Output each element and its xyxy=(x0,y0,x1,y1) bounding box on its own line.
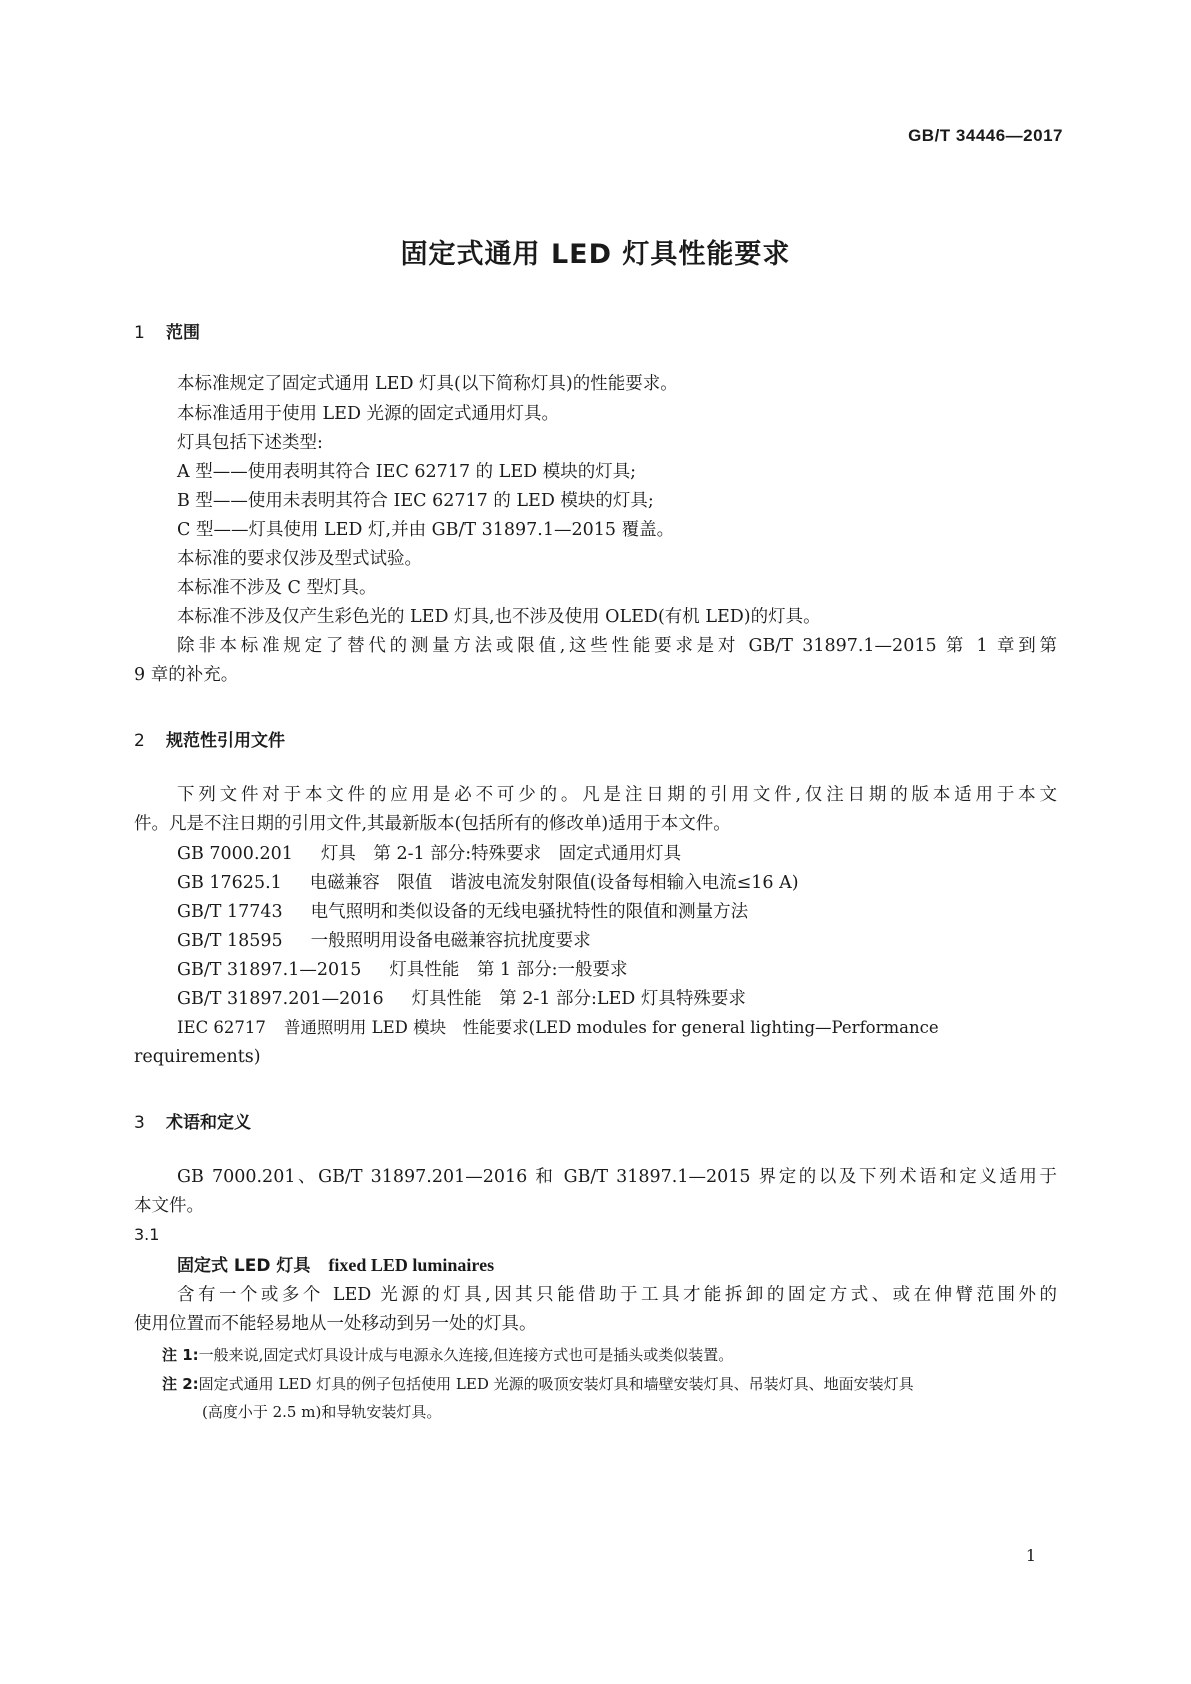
term-chinese: 固定式 LED 灯具 xyxy=(177,1256,311,1276)
reference-code: GB/T 31897.201—2016 xyxy=(177,989,384,1009)
reference-code: IEC 62717 xyxy=(177,1018,266,1037)
section-number: 1 xyxy=(134,323,145,343)
note-continuation: (高度小于 2.5 m)和导轨安装灯具。 xyxy=(202,1403,442,1421)
section-title: 范围 xyxy=(166,323,200,343)
reference-code: GB 7000.201 xyxy=(177,844,293,864)
document-title: 固定式通用 LED 灯具性能要求 xyxy=(400,239,791,270)
paragraph-line: B 型——使用未表明其符合 IEC 62717 的 LED 模块的灯具; xyxy=(177,491,654,511)
paragraph-line: 除非本标准规定了替代的测量方法或限值,这些性能要求是对 GB/T 31897.1—2015 第 1 章到第 xyxy=(177,636,1057,656)
reference-title: 灯具性能 第 1 部分:一般要求 xyxy=(389,960,628,980)
reference-continuation: requirements) xyxy=(134,1047,261,1067)
paragraph-line: 件。凡是不注日期的引用文件,其最新版本(包括所有的修改单)适用于本文件。 xyxy=(134,814,731,834)
definition-line: 含有一个或多个 LED 光源的灯具,因其只能借助于工具才能拆卸的固定方式、或在伸臂范围外的 xyxy=(177,1285,1057,1305)
reference-code: GB 17625.1 xyxy=(177,873,282,893)
reference-item xyxy=(177,929,591,953)
section-title: 规范性引用文件 xyxy=(166,731,285,751)
reference-code: GB/T 18595 xyxy=(177,931,283,951)
reference-item xyxy=(177,958,628,982)
section-1-heading xyxy=(134,318,200,343)
reference-item xyxy=(177,987,746,1011)
reference-code: GB/T 31897.1—2015 xyxy=(177,960,362,980)
standard-code: GB/T 34446—2017 xyxy=(908,126,1063,145)
reference-title: 电磁兼容 限值 谐波电流发射限值(设备每相输入电流≤16 A) xyxy=(309,873,799,893)
reference-code: GB/T 17743 xyxy=(177,902,283,922)
term-english: fixed LED luminaires xyxy=(328,1255,495,1275)
section-3-heading xyxy=(134,1108,251,1133)
paragraph-line: 本标准不涉及仅产生彩色光的 LED 灯具,也不涉及使用 OLED(有机 LED)的灯具。 xyxy=(177,607,821,627)
section-number: 3 xyxy=(134,1113,145,1133)
reference-item xyxy=(177,842,681,866)
note-1 xyxy=(162,1344,733,1366)
section-title: 术语和定义 xyxy=(166,1113,251,1133)
paragraph-line: 下列文件对于本文件的应用是必不可少的。凡是注日期的引用文件,仅注日期的版本适用于本文 xyxy=(177,785,1057,805)
reference-title: 灯具性能 第 2-1 部分:LED 灯具特殊要求 xyxy=(411,989,746,1009)
paragraph-line: 本标准适用于使用 LED 光源的固定式通用灯具。 xyxy=(177,404,560,424)
paragraph-line: 本标准不涉及 C 型灯具。 xyxy=(177,578,377,598)
paragraph-line: C 型——灯具使用 LED 灯,并由 GB/T 31897.1—2015 覆盖。 xyxy=(177,520,675,540)
paragraph-line: 本标准的要求仅涉及型式试验。 xyxy=(177,549,422,569)
note-label: 注 2: xyxy=(162,1375,199,1393)
reference-title: 一般照明用设备电磁兼容抗扰度要求 xyxy=(310,931,591,951)
note-text: 一般来说,固定式灯具设计成与电源永久连接,但连接方式也可是插头或类似装置。 xyxy=(198,1346,734,1364)
term-heading xyxy=(177,1253,494,1278)
section-number: 2 xyxy=(134,731,145,751)
paragraph-line: 本标准规定了固定式通用 LED 灯具(以下简称灯具)的性能要求。 xyxy=(177,374,678,394)
term-number: 3.1 xyxy=(134,1225,160,1244)
reference-title: 灯具 第 2-1 部分:特殊要求 固定式通用灯具 xyxy=(320,844,682,864)
reference-item xyxy=(177,900,748,924)
reference-item xyxy=(177,871,799,895)
paragraph-line: GB 7000.201、GB/T 31897.201—2016 和 GB/T 31897.1—2015 界定的以及下列术语和定义适用于 xyxy=(177,1167,1057,1187)
paragraph-line: A 型——使用表明其符合 IEC 62717 的 LED 模块的灯具; xyxy=(177,462,637,482)
note-text: 固定式通用 LED 灯具的例子包括使用 LED 光源的吸顶安装灯具和墙壁安装灯具、吊装灯具、地面安装灯具 xyxy=(198,1375,914,1393)
page-number: 1 xyxy=(1025,1546,1036,1565)
paragraph-line: 灯具包括下述类型: xyxy=(177,433,323,453)
reference-item xyxy=(177,1016,939,1040)
paragraph-line: 本文件。 xyxy=(134,1196,204,1216)
reference-title: 普通照明用 LED 模块 性能要求(LED modules for general lighting—Performance xyxy=(283,1018,939,1037)
section-2-heading xyxy=(134,726,285,751)
reference-title: 电气照明和类似设备的无线电骚扰特性的限值和测量方法 xyxy=(310,902,749,922)
paragraph-line: 9 章的补充。 xyxy=(134,665,239,685)
note-label: 注 1: xyxy=(162,1346,199,1364)
note-2 xyxy=(162,1373,914,1395)
definition-line: 使用位置而不能轻易地从一处移动到另一处的灯具。 xyxy=(134,1314,537,1334)
